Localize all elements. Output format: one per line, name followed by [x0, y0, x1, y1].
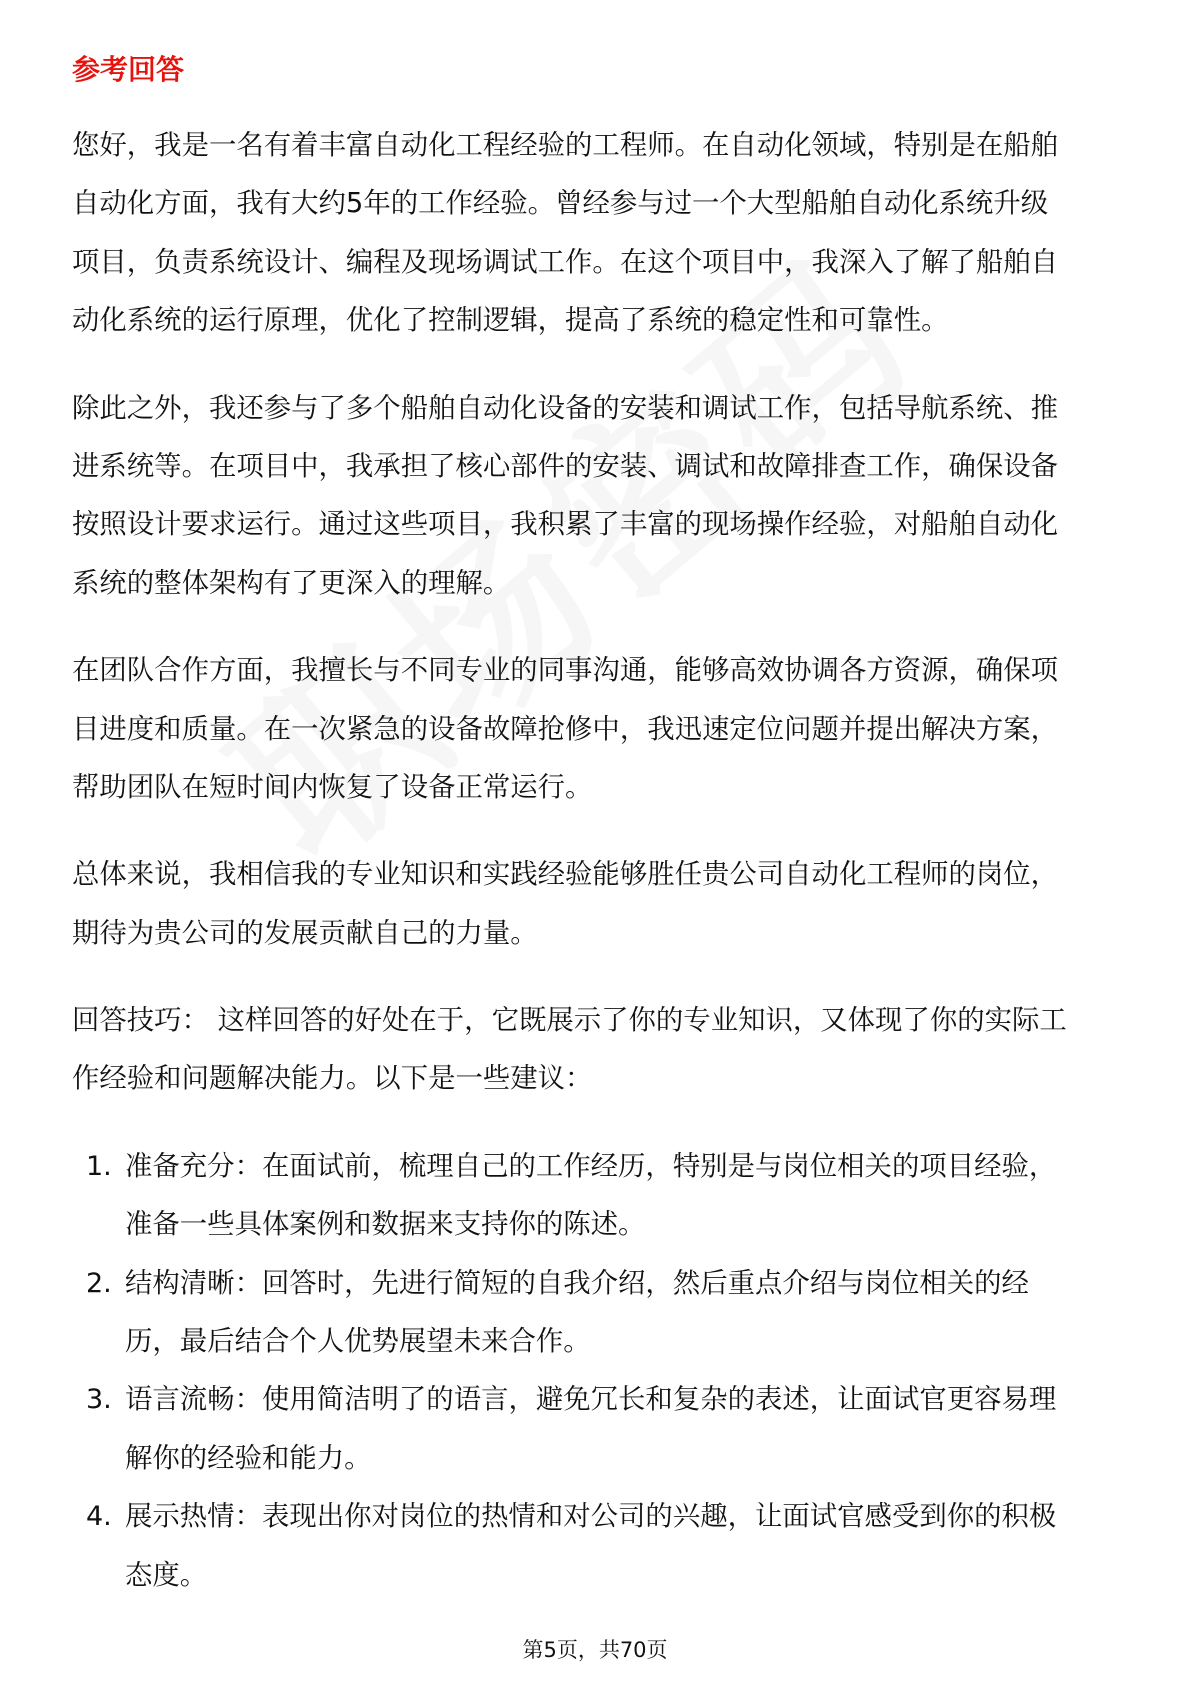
text-line: 目进度和质量。在一次紧急的设备故障抢修中，我迅速定位问题并提出解决方案， — [72, 713, 1059, 745]
text-line: 自动化方面，我有大约5年的工作经验。曾经参与过一个大型船舶自动化系统升级 — [72, 188, 1049, 220]
text-line: 动化系统的运行原理，优化了控制逻辑，提高了系统的稳定性和可靠性。 — [72, 305, 949, 337]
text-line: 解你的经验和能力。 — [125, 1442, 372, 1474]
text-line: 语言流畅：使用简洁明了的语言，避免冗长和复杂的表述，让面试官更容易理 — [125, 1384, 1057, 1416]
page-number: 第5页，共70页 — [522, 1638, 668, 1662]
paragraph — [72, 642, 1132, 817]
text-line: 作经验和问题解决能力。以下是一些建议： — [72, 1063, 593, 1095]
text-line: 结构清晰：回答时，先进行简短的自我介绍，然后重点介绍与岗位相关的经 — [125, 1267, 1029, 1299]
list-number: 4. — [86, 1501, 112, 1533]
tips-list — [72, 1138, 1132, 1605]
text-line: 项目，负责系统设计、编程及现场调试工作。在这个项目中，我深入了解了船舶自 — [72, 246, 1059, 278]
text-line: 进系统等。在项目中，我承担了核心部件的安装、调试和故障排查工作，确保设备 — [72, 450, 1059, 482]
list-item — [72, 1255, 1132, 1372]
text-line: 展示热情：表现出你对岗位的热情和对公司的兴趣，让面试官感受到你的积极 — [125, 1501, 1057, 1533]
list-number: 2. — [86, 1267, 112, 1299]
text-line: 准备一些具体案例和数据来支持你的陈述。 — [125, 1209, 646, 1241]
text-line: 总体来说，我相信我的专业知识和实践经验能够胜任贵公司自动化工程师的岗位， — [72, 859, 1059, 891]
text-line: 除此之外，我还参与了多个船舶自动化设备的安装和调试工作，包括导航系统、推 — [72, 392, 1059, 424]
paragraph — [72, 992, 1132, 1109]
list-item — [72, 1488, 1132, 1605]
text-line: 在团队合作方面，我擅长与不同专业的同事沟通，能够高效协调各方资源，确保项 — [72, 655, 1059, 687]
paragraph — [72, 117, 1132, 351]
list-item — [72, 1371, 1132, 1488]
text-line: 您好，我是一名有着丰富自动化工程经验的工程师。在自动化领域，特别是在船舶 — [72, 130, 1059, 161]
list-number: 1. — [86, 1150, 112, 1182]
list-item — [72, 1138, 1132, 1255]
text-line: 期待为贵公司的发展贡献自己的力量。 — [72, 917, 538, 949]
section-title: 参考回答 — [72, 53, 185, 86]
text-line: 态度。 — [125, 1559, 208, 1591]
paragraph — [72, 380, 1132, 614]
text-line: 系统的整体架构有了更深入的理解。 — [72, 567, 511, 599]
paragraph — [72, 846, 1132, 963]
document-body — [72, 117, 1132, 1605]
list-number: 3. — [86, 1384, 112, 1416]
text-line: 回答技巧： 这样回答的好处在于，它既展示了你的专业知识，又体现了你的实际工 — [72, 1005, 1067, 1037]
text-line: 历，最后结合个人优势展望未来合作。 — [125, 1326, 591, 1358]
text-line: 帮助团队在短时间内恢复了设备正常运行。 — [72, 771, 593, 803]
text-line: 按照设计要求运行。通过这些项目，我积累了丰富的现场操作经验，对船舶自动化 — [72, 509, 1059, 541]
text-line: 准备充分：在面试前，梳理自己的工作经历，特别是与岗位相关的项目经验， — [125, 1150, 1057, 1182]
